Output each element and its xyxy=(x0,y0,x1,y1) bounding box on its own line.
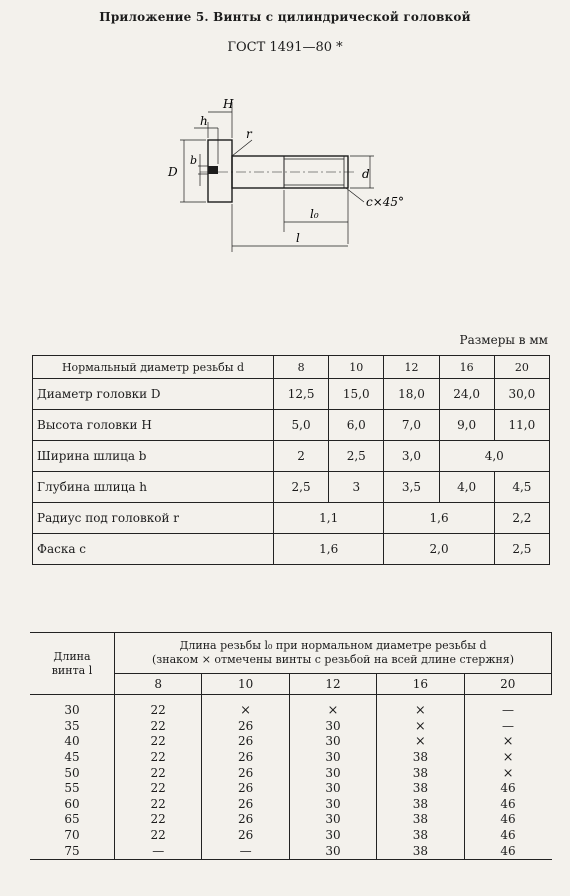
thread-length-cell: 22 xyxy=(115,797,202,813)
thread-length-cell: 46 xyxy=(464,797,551,813)
label-l: l xyxy=(296,231,300,245)
row-label: Ширина шлица b xyxy=(33,441,274,472)
length-header-line: Длина xyxy=(53,649,91,663)
thread-length-cell: — xyxy=(202,843,289,859)
diameter-header: 8 xyxy=(115,674,202,695)
table-cell: 4,5 xyxy=(494,472,549,503)
thread-length-cell: 30 xyxy=(289,781,376,797)
table-cell: 1,1 xyxy=(274,503,384,534)
length-cell: 40 xyxy=(64,734,80,749)
table-row xyxy=(30,781,552,797)
thread-length-cell: 26 xyxy=(202,781,289,797)
table-row xyxy=(30,828,552,844)
thread-length-cell: 30 xyxy=(289,734,376,750)
thread-length-cell: 30 xyxy=(289,719,376,735)
table-cell: 6,0 xyxy=(329,410,384,441)
row-label: Диаметр головки D xyxy=(33,379,274,410)
table-cell: 18,0 xyxy=(384,379,439,410)
table-row xyxy=(33,441,550,472)
table-cell: 4,0 xyxy=(439,441,549,472)
thread-length-cell: 26 xyxy=(202,797,289,813)
thread-length-cell: 38 xyxy=(377,812,464,828)
table-cell: 7,0 xyxy=(384,410,439,441)
table-cell: 4,0 xyxy=(439,472,494,503)
length-cell: 35 xyxy=(64,718,80,733)
thread-length-cell: 46 xyxy=(464,812,551,828)
table-cell: 1,6 xyxy=(384,503,494,534)
label-c: c×45° xyxy=(366,195,405,209)
thread-length-cell: × xyxy=(464,765,551,781)
length-cell: 75 xyxy=(30,843,115,859)
table-cell: 2,2 xyxy=(494,503,549,534)
table-cell: 2,5 xyxy=(274,472,329,503)
thread-length-cell: × xyxy=(202,703,289,719)
table-row xyxy=(30,765,552,781)
table-row xyxy=(30,797,552,813)
thread-length-cell: 26 xyxy=(202,750,289,766)
table-row xyxy=(30,750,552,766)
thread-length-cell: 30 xyxy=(289,812,376,828)
table-row xyxy=(30,734,552,750)
diameter-header: 10 xyxy=(202,674,289,695)
thread-length-cell: 30 xyxy=(289,765,376,781)
label-b: b xyxy=(190,154,198,167)
table-row xyxy=(33,534,550,565)
thread-length-cell: — xyxy=(115,843,202,859)
thread-length-cell: 38 xyxy=(377,843,464,859)
thread-length-cell: 46 xyxy=(464,828,551,844)
dimensions-note: Размеры в мм xyxy=(459,333,548,347)
label-d: d xyxy=(362,167,370,181)
length-cell: 50 xyxy=(64,765,80,780)
thread-length-cell: × xyxy=(464,750,551,766)
thread-length-cell: 38 xyxy=(377,781,464,797)
length-header-line: винта l xyxy=(51,663,93,677)
row-label: Радиус под головкой r xyxy=(33,503,274,534)
table-cell: 12,5 xyxy=(274,379,329,410)
spacer-cell xyxy=(115,695,202,704)
table-cell: 3,5 xyxy=(384,472,439,503)
diameter-header: 10 xyxy=(329,356,384,379)
thread-length-cell: 38 xyxy=(377,828,464,844)
standard-label: ГОСТ 1491—80 * xyxy=(227,40,343,55)
label-D: D xyxy=(168,165,178,179)
table-row xyxy=(30,719,552,735)
table-header-row xyxy=(30,633,552,674)
diameter-header: 12 xyxy=(289,674,376,695)
thread-length-cell: — xyxy=(464,703,551,719)
diameter-header: 20 xyxy=(464,674,551,695)
row-label: Глубина шлица h xyxy=(33,472,274,503)
thread-length-cell: — xyxy=(464,719,551,735)
table-cell: 30,0 xyxy=(494,379,549,410)
spacer-cell xyxy=(289,695,376,704)
label-H: H xyxy=(223,97,234,111)
group-header xyxy=(115,633,552,674)
table-cell: 1,6 xyxy=(274,534,384,565)
length-cell: 45 xyxy=(64,750,80,765)
spacer-cell xyxy=(202,695,289,704)
screw-slot xyxy=(208,166,218,174)
thread-length-cell: 30 xyxy=(289,828,376,844)
spacer-cell xyxy=(30,695,115,704)
thread-length-cell: 22 xyxy=(115,703,202,719)
label-r: r xyxy=(246,127,252,141)
thread-length-cell: × xyxy=(289,703,376,719)
thread-length-cell: 26 xyxy=(202,828,289,844)
table-row xyxy=(33,379,550,410)
diameter-header: 12 xyxy=(384,356,439,379)
spacer-row xyxy=(30,695,552,704)
table-header-row xyxy=(33,356,550,379)
thread-length-cell: 30 xyxy=(289,843,376,859)
label-h: h xyxy=(200,114,208,128)
table-row xyxy=(33,472,550,503)
thread-length-cell: 46 xyxy=(464,781,551,797)
thread-length-cell: 26 xyxy=(202,734,289,750)
table-cell: 2,5 xyxy=(329,441,384,472)
label-l0: l₀ xyxy=(310,207,319,221)
thread-length-cell: 26 xyxy=(202,719,289,735)
thread-length-cell: 22 xyxy=(115,828,202,844)
thread-length-cell: × xyxy=(464,734,551,750)
thread-length-cell: × xyxy=(377,719,464,735)
table-cell: 2,0 xyxy=(384,534,494,565)
thread-length-cell: 38 xyxy=(377,797,464,813)
length-cell: 55 xyxy=(64,781,80,796)
table-cell: 5,0 xyxy=(274,410,329,441)
thread-length-cell: 38 xyxy=(377,750,464,766)
thread-length-cell: 22 xyxy=(115,750,202,766)
table-cell: 2,5 xyxy=(494,534,549,565)
length-cell: 60 xyxy=(64,796,80,811)
table-row xyxy=(30,703,552,719)
thread-length-cell: 26 xyxy=(202,812,289,828)
diameter-header: 16 xyxy=(377,674,464,695)
length-cell: 30 xyxy=(64,703,80,718)
diameter-header: 16 xyxy=(439,356,494,379)
table-cell: 15,0 xyxy=(329,379,384,410)
spacer-cell xyxy=(377,695,464,704)
table-cell: 3,0 xyxy=(384,441,439,472)
table-cell: 11,0 xyxy=(494,410,549,441)
table-cell: 9,0 xyxy=(439,410,494,441)
table-row xyxy=(30,843,552,859)
thread-length-table xyxy=(30,632,552,860)
table-cell: 3 xyxy=(329,472,384,503)
group-header-line: Длина резьбы l₀ при нормальном диаметре резьбы d xyxy=(179,639,487,652)
thread-length-cell: 22 xyxy=(115,812,202,828)
table-cell: 24,0 xyxy=(439,379,494,410)
thread-length-cell: 22 xyxy=(115,719,202,735)
page-title: Приложение 5. Винты с цилиндрической головкой xyxy=(99,10,471,24)
row-label: Фаска c xyxy=(33,534,274,565)
dimensions-table xyxy=(32,355,550,565)
screw-drawing xyxy=(160,92,430,262)
table-row xyxy=(33,410,550,441)
thread-length-cell: 30 xyxy=(289,750,376,766)
length-cell: 70 xyxy=(64,828,80,843)
group-header-line: (знаком × отмечены винты с резьбой на всей длине стержня) xyxy=(151,653,515,666)
thread-length-cell: 22 xyxy=(115,765,202,781)
spacer-cell xyxy=(464,695,551,704)
length-cell: 65 xyxy=(64,812,80,827)
thread-length-cell: × xyxy=(377,734,464,750)
thread-length-cell: 22 xyxy=(115,781,202,797)
thread-length-cell: 26 xyxy=(202,765,289,781)
thread-length-cell: 38 xyxy=(377,765,464,781)
table-cell: 2 xyxy=(274,441,329,472)
table-row xyxy=(30,812,552,828)
thread-length-cell: 46 xyxy=(464,843,551,859)
table-row xyxy=(33,503,550,534)
diameter-header: 20 xyxy=(494,356,549,379)
diameter-header: 8 xyxy=(274,356,329,379)
row-label: Высота головки H xyxy=(33,410,274,441)
length-header xyxy=(30,633,115,695)
thread-length-cell: 22 xyxy=(115,734,202,750)
thread-length-cell: 30 xyxy=(289,797,376,813)
header-label: Нормальный диаметр резьбы d xyxy=(33,356,274,379)
thread-length-cell: × xyxy=(377,703,464,719)
